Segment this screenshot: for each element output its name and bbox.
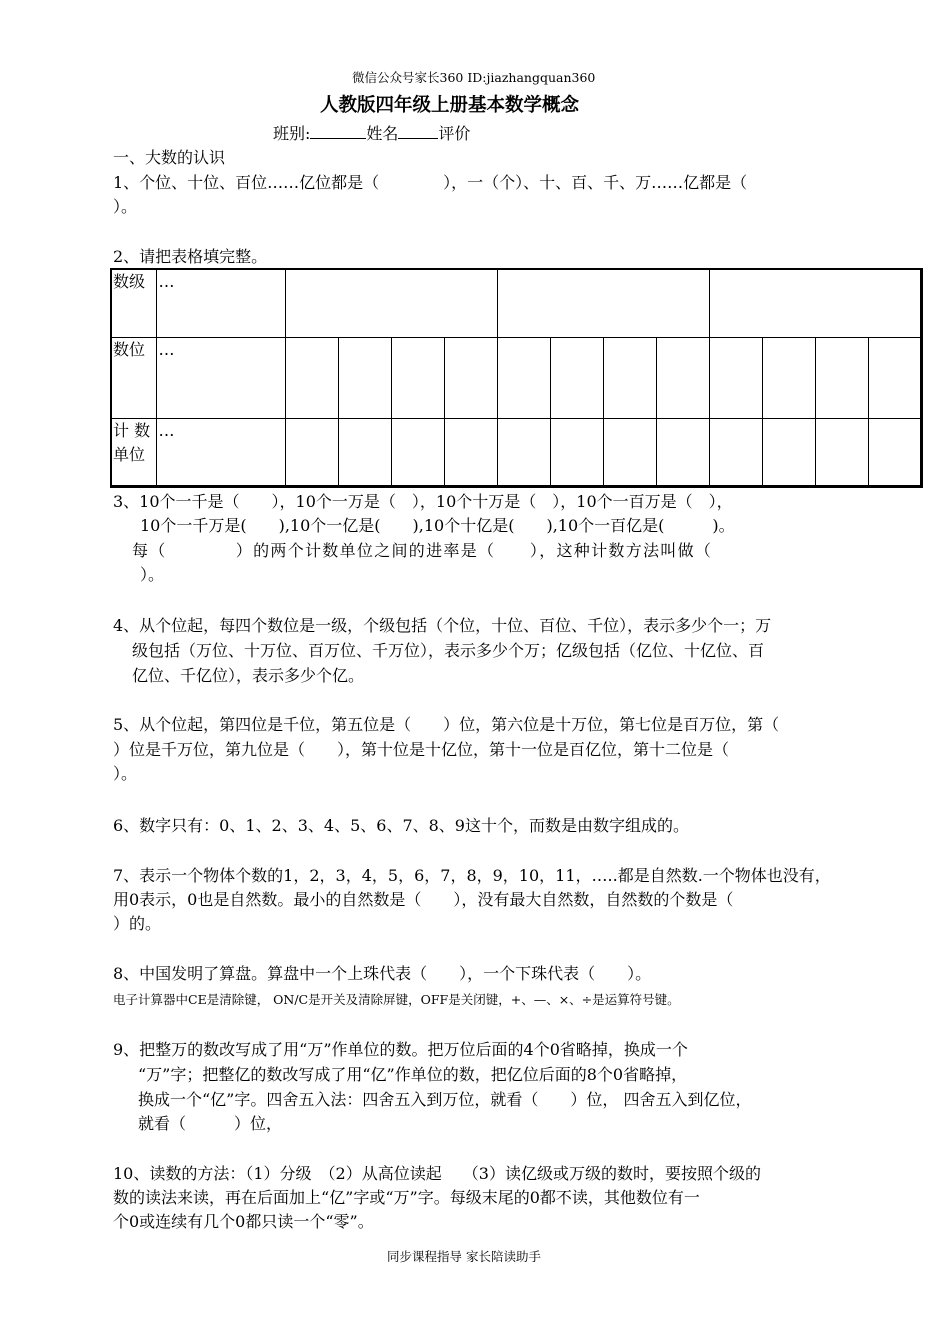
unit-cell[interactable] bbox=[497, 418, 550, 486]
unit-cell[interactable] bbox=[338, 418, 391, 486]
q8-note: 电子计算器中CE是清除键， ON/C是开关及清除屏键，OFF是关闭键，+、—、×、÷是运算符号键。 bbox=[113, 992, 680, 1007]
place-cell[interactable] bbox=[338, 337, 391, 418]
q5-line-1: 5、从个位起，第四位是千位，第五位是（ ）位，第六位是十万位，第七位是百万位，第（ bbox=[113, 715, 780, 734]
unit-cell[interactable] bbox=[815, 418, 868, 486]
q1-line-2: ）。 bbox=[113, 197, 138, 216]
q7-line-2: 用0表示，0也是自然数。最小的自然数是（ ），没有最大自然数，自然数的个数是（ bbox=[113, 890, 734, 909]
unit-cell[interactable] bbox=[550, 418, 603, 486]
page-title: 人教版四年级上册基本数学概念 bbox=[320, 95, 580, 116]
unit-cell[interactable] bbox=[709, 418, 762, 486]
unit-cell[interactable] bbox=[285, 418, 338, 486]
q4-line-3: 亿位、千亿位），表示多少个亿。 bbox=[132, 666, 365, 685]
row-label-units bbox=[111, 418, 156, 486]
page-footer: 同步课程指导 家长陪读助手 bbox=[387, 1249, 541, 1264]
unit-cell[interactable] bbox=[444, 418, 497, 486]
section-heading: 一、大数的认识 bbox=[113, 148, 226, 167]
q9-line-4: 就看（ ）位， bbox=[138, 1114, 283, 1133]
place-cell[interactable] bbox=[815, 337, 868, 418]
page-header: 微信公众号家长360 ID:jiazhangquan360 bbox=[352, 70, 596, 85]
q3-line-4: ）。 bbox=[140, 565, 165, 584]
level-cell[interactable] bbox=[709, 269, 921, 337]
q4-line-2: 级包括（万位、十万位、百万位、千万位），表示多少个万；亿级包括（亿位、十亿位、百 bbox=[132, 641, 765, 660]
class-label: 班别: bbox=[273, 124, 311, 143]
class-line bbox=[273, 121, 470, 146]
place-cell[interactable] bbox=[868, 337, 921, 418]
unit-cell[interactable] bbox=[656, 418, 709, 486]
q9-line-1: 9、把整万的数改写成了用“万”作单位的数。把万位后面的4个0省略掉，换成一个 bbox=[113, 1040, 688, 1059]
q6-text: 6、数字只有：0、1、2、3、4、5、6、7、8、9这十个，而数是由数字组成的。 bbox=[113, 816, 689, 835]
q5-line-2: ）位是千万位，第九位是（ ），第十位是十亿位，第十一位是百亿位，第十二位是（ bbox=[113, 740, 730, 759]
q7-line-3: ）的。 bbox=[113, 914, 162, 933]
table-row-levels bbox=[111, 269, 921, 337]
place-cell[interactable] bbox=[285, 337, 338, 418]
ellipsis-cell: … bbox=[156, 418, 285, 486]
place-cell[interactable] bbox=[497, 337, 550, 418]
q3-line-2: 10个一千万是( ),10个一亿是( ),10个十亿是( ),10个一百亿是( )。 bbox=[140, 516, 735, 535]
ellipsis-cell: … bbox=[156, 269, 285, 337]
q3-line-3: 每（ ）的两个计数单位之间的进率是（ ），这种计数方法叫做（ bbox=[132, 541, 713, 560]
level-cell[interactable] bbox=[285, 269, 497, 337]
place-cell[interactable] bbox=[709, 337, 762, 418]
place-cell[interactable] bbox=[391, 337, 444, 418]
level-cell[interactable] bbox=[497, 269, 709, 337]
unit-cell[interactable] bbox=[868, 418, 921, 486]
q10-line-2: 数的读法来读，再在后面加上“亿”字或“万”字。每级末尾的0都不读，其他数位有一 bbox=[113, 1188, 700, 1207]
q2-text: 2、请把表格填完整。 bbox=[113, 247, 268, 266]
table-row-places bbox=[111, 337, 921, 418]
row-label-levels: 数级 bbox=[111, 269, 156, 337]
class-blank[interactable] bbox=[310, 121, 366, 139]
unit-cell[interactable] bbox=[391, 418, 444, 486]
q5-line-3: ）。 bbox=[113, 764, 138, 783]
q3-line-1: 3、10个一千是（ ），10个一万是（ ），10个十万是（ ），10个一百万是（ ）， bbox=[113, 492, 733, 511]
q10-line-3: 个0或连续有几个0都只读一个“零”。 bbox=[113, 1212, 374, 1231]
q1-line-1: 1、个位、十位、百位……亿位都是（ ），一（个）、十、百、千、万……亿都是（ bbox=[113, 173, 748, 192]
ellipsis-cell: … bbox=[156, 337, 285, 418]
name-label: 姓名 bbox=[366, 124, 399, 143]
place-cell[interactable] bbox=[656, 337, 709, 418]
place-cell[interactable] bbox=[603, 337, 656, 418]
q10-line-1: 10、读数的方法：（1）分级 （2）从高位读起 （3）读亿级或万级的数时，要按照个级的 bbox=[113, 1164, 761, 1183]
place-value-table bbox=[110, 268, 923, 488]
q8-text: 8、中国发明了算盘。算盘中一个上珠代表（ ），一个下珠代表（ ）。 bbox=[113, 964, 652, 983]
row-label-units-2: 单位 bbox=[113, 444, 146, 464]
place-cell[interactable] bbox=[550, 337, 603, 418]
q9-line-2: “万”字；把整亿的数改写成了用“亿”作单位的数，把亿位后面的8个0省略掉， bbox=[138, 1065, 688, 1084]
unit-cell[interactable] bbox=[762, 418, 815, 486]
eval-label: 评价 bbox=[438, 124, 471, 143]
q7-line-1: 7、表示一个物体个数的1，2，3，4，5，6，7，8，9，10，11，…..都是自然数.一个物体也没有， bbox=[113, 866, 831, 885]
unit-cell[interactable] bbox=[603, 418, 656, 486]
row-label-units-1: 计 数 bbox=[113, 420, 151, 440]
q9-line-3: 换成一个“亿”字。四舍五入法：四舍五入到万位，就看（ ）位， 四舍五入到亿位， bbox=[138, 1090, 752, 1109]
q4-line-1: 4、从个位起，每四个数位是一级，个级包括（个位，十位、百位、千位），表示多少个一；万 bbox=[113, 616, 772, 635]
place-cell[interactable] bbox=[444, 337, 497, 418]
name-blank[interactable] bbox=[398, 121, 438, 139]
place-cell[interactable] bbox=[762, 337, 815, 418]
table-row-units bbox=[111, 418, 921, 486]
row-label-places: 数位 bbox=[111, 337, 156, 418]
